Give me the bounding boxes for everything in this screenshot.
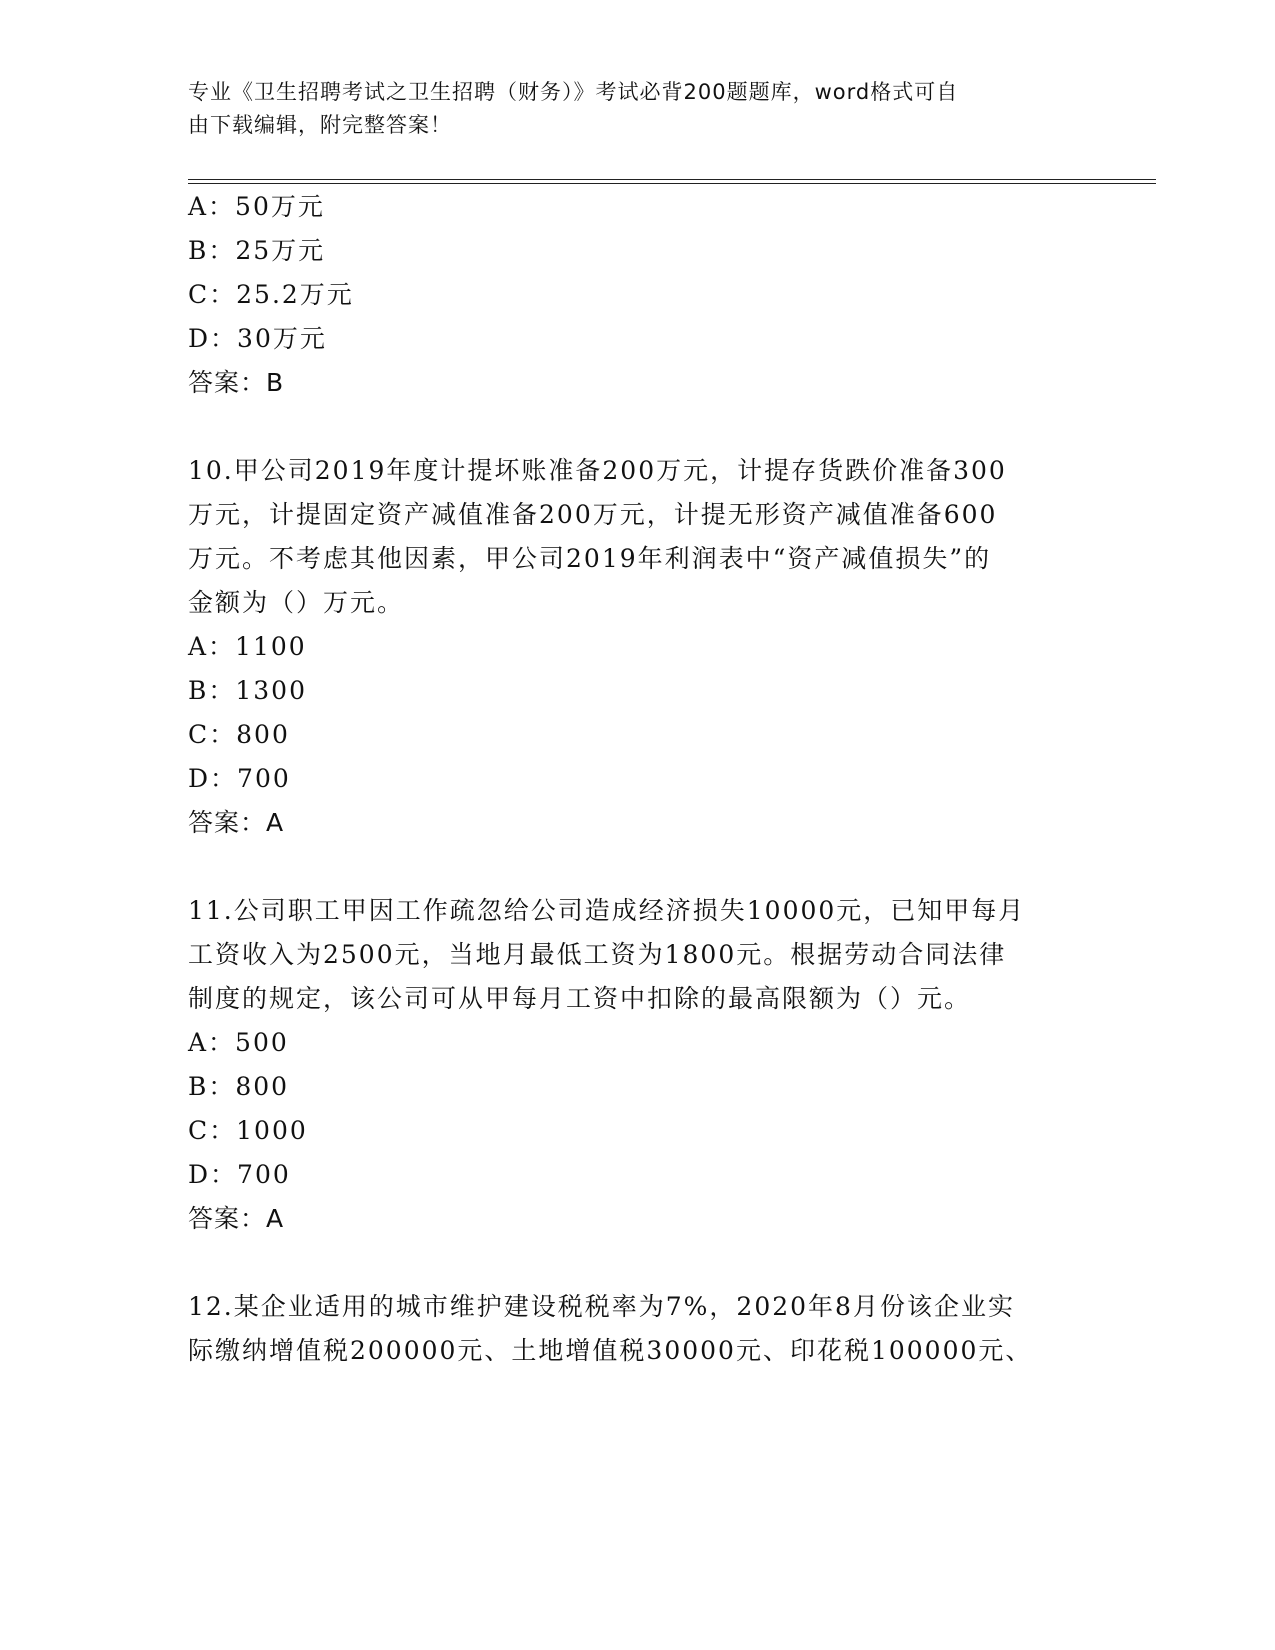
q10-option-c: C：800 — [188, 720, 290, 749]
q11-option-c: C：1000 — [188, 1116, 308, 1145]
q10-option-a: A：1100 — [188, 632, 307, 661]
q11-option-b: B：800 — [188, 1072, 290, 1101]
q10-stem-line-2: 万元，计提固定资产减值准备200万元，计提无形资产减值准备600 — [188, 500, 998, 529]
q10-stem-line-3: 万元。不考虑其他因素，甲公司2019年利润表中“资产减值损失”的 — [188, 544, 992, 573]
q11-option-d: D：700 — [188, 1160, 291, 1189]
header-divider-top — [188, 179, 1156, 180]
q10-stem-line-1: 10.甲公司2019年度计提坏账准备200万元，计提存货跌价准备300 — [188, 456, 1007, 485]
header-line-2: 由下载编辑，附完整答案！ — [188, 113, 452, 137]
q9-option-b: B：25万元 — [188, 236, 326, 265]
q10-stem-line-4: 金额为（）万元。 — [188, 588, 405, 617]
q12-stem-line-2: 际缴纳增值税200000元、土地增值税30000元、印花税100000元、 — [188, 1336, 1033, 1365]
q11-answer: 答案：A — [188, 1204, 285, 1233]
q12-stem-line-1: 12.某企业适用的城市维护建设税税率为7%，2020年8月份该企业实 — [188, 1292, 1015, 1321]
q10-option-d: D：700 — [188, 764, 291, 793]
q9-answer: 答案：B — [188, 368, 285, 397]
q11-stem-line-2: 工资收入为2500元，当地月最低工资为1800元。根据劳动合同法律 — [188, 940, 1007, 969]
header-line-1: 专业《卫生招聘考试之卫生招聘（财务）》考试必背200题题库，word格式可自 — [188, 80, 959, 104]
q11-stem-line-3: 制度的规定，该公司可从甲每月工资中扣除的最高限额为（）元。 — [188, 984, 972, 1013]
q11-stem-line-1: 11.公司职工甲因工作疏忽给公司造成经济损失10000元，已知甲每月 — [188, 896, 1026, 925]
q10-answer: 答案：A — [188, 808, 285, 837]
q9-option-d: D：30万元 — [188, 324, 327, 353]
q9-option-c: C：25.2万元 — [188, 280, 354, 309]
document-header — [188, 76, 1068, 142]
q9-option-a: A：50万元 — [188, 192, 325, 221]
q11-option-a: A：500 — [188, 1028, 289, 1057]
q10-option-b: B：1300 — [188, 676, 307, 705]
header-divider-bottom — [188, 183, 1156, 184]
